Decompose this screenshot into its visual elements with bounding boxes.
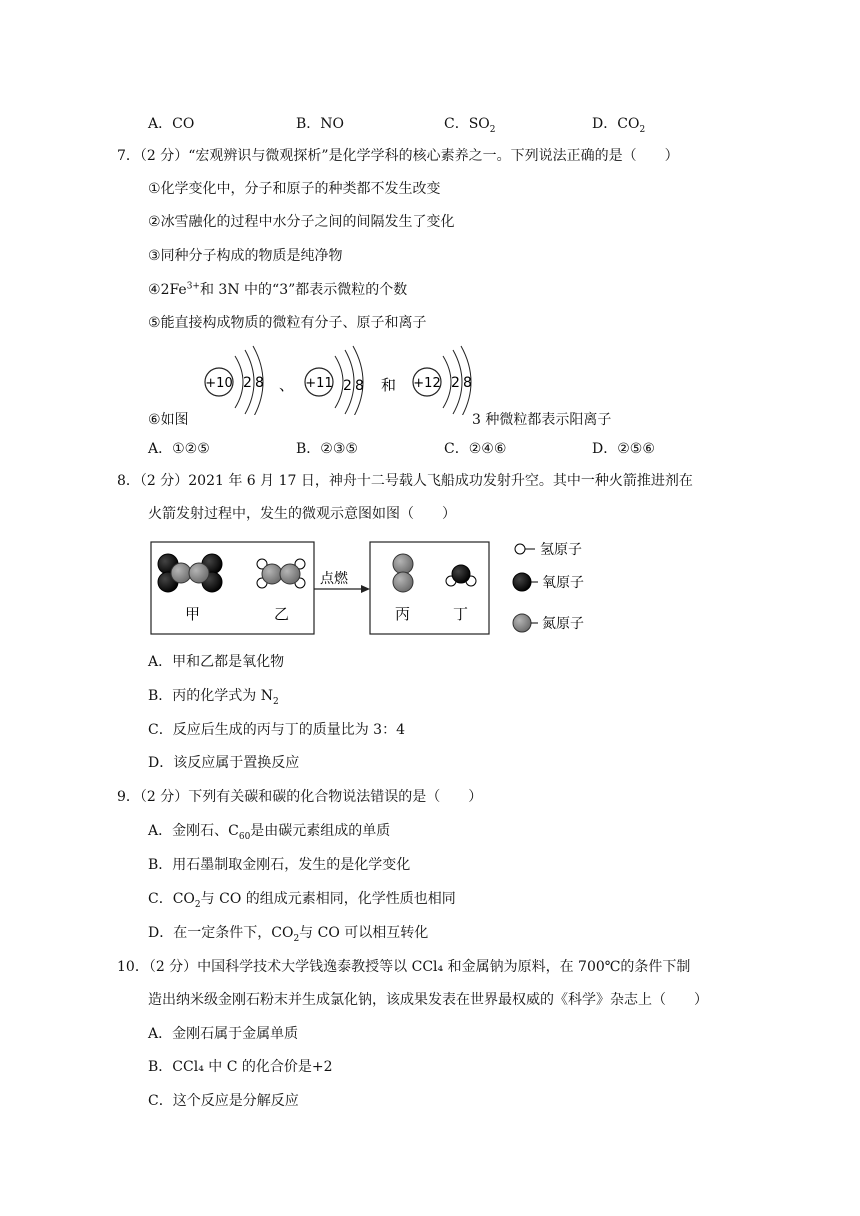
- option-text: 反应后生成的丙与丁的质量比为 3：4: [172, 722, 405, 738]
- products-box: [370, 542, 489, 634]
- q9-option-b: [148, 856, 410, 874]
- subscript: 2: [639, 124, 646, 135]
- hydrogen-atom-icon: [515, 544, 525, 554]
- q7-option-a: [148, 440, 210, 458]
- q8-option-a: [148, 653, 284, 671]
- option-letter: B．: [148, 857, 173, 873]
- label-bing: 丙: [395, 605, 411, 623]
- item-mark: ③: [148, 248, 161, 264]
- q7-item-2: [148, 213, 455, 231]
- option-text: 金刚石属于金属单质: [172, 1026, 299, 1042]
- item-mark: ⑥: [148, 412, 161, 428]
- oxygen-atom-icon: [513, 573, 531, 591]
- legend-oxygen: 氧原子: [542, 575, 584, 591]
- option-text: 与 CO 的组成元素相同，化学性质也相同: [200, 891, 456, 907]
- item-text: 2Fe: [160, 282, 187, 298]
- option-letter: C．: [148, 722, 173, 738]
- q6-option-c: [444, 115, 496, 133]
- option-text: 用石墨制取金刚石，发生的是化学变化: [172, 857, 411, 873]
- q6-option-b: [296, 115, 344, 133]
- q7-item-6-tail: 3 种微粒都表示阳离子: [472, 412, 612, 428]
- q10-option-c: [148, 1092, 299, 1110]
- separator: 、: [279, 376, 295, 394]
- option-letter: A．: [148, 441, 173, 457]
- option-letter: A．: [148, 116, 173, 132]
- option-text: NO: [320, 116, 345, 132]
- shell-electrons: 8: [255, 375, 264, 391]
- item-mark: ④: [148, 282, 161, 298]
- shell-electrons: 8: [463, 375, 472, 391]
- q8-stem-line-2: 火箭发射过程中，发生的微观示意图如图（ ）: [148, 506, 456, 522]
- molecule-ding: [446, 565, 476, 586]
- q9-stem: 9．（2 分）下列有关碳和碳的化合物说法错误的是（ ）: [117, 789, 483, 805]
- option-letter: B．: [148, 1059, 173, 1075]
- q6-option-d: [592, 115, 645, 133]
- option-text: CCl₄ 中 C 的化合价是+2: [172, 1059, 333, 1075]
- option-letter: C．: [148, 891, 173, 907]
- separator: 和: [381, 376, 397, 394]
- q6-option-a: [148, 115, 194, 133]
- label-yi: 乙: [274, 605, 290, 623]
- option-text: 丙的化学式为 N: [172, 688, 273, 704]
- item-text: 能直接构成物质的微粒有分子、原子和离子: [160, 315, 427, 331]
- option-text: 在一定条件下，CO: [173, 925, 294, 941]
- option-letter: C．: [444, 441, 469, 457]
- option-letter: A．: [148, 823, 173, 839]
- q7-stem: 7．（2 分）“宏观辨识与微观探析”是化学学科的核心素养之一。下列说法正确的是（ ）: [117, 148, 679, 164]
- option-text: 金刚石、C: [172, 823, 239, 839]
- option-text: 该反应属于置换反应: [173, 755, 300, 771]
- subscript: 2: [273, 696, 279, 707]
- subscript: 60: [238, 831, 251, 842]
- legend-hydrogen: 氢原子: [540, 542, 582, 558]
- reaction-microscopic-diagram: [150, 537, 630, 637]
- subscript: 2: [194, 899, 201, 910]
- shell-electrons: 2: [451, 375, 460, 391]
- q9-option-d: [148, 924, 428, 942]
- nucleus-label: +11: [305, 376, 333, 391]
- label-jia: 甲: [185, 605, 201, 623]
- molecule-yi: [257, 559, 305, 588]
- item-mark: ①: [148, 181, 161, 197]
- diagram-legend: [513, 542, 584, 632]
- q8-stem-line-1: 8．（2 分）2021 年 6 月 17 日，神舟十二号载人飞船成功发射升空。其中一种火箭推进剂在: [117, 473, 693, 489]
- q7-option-b: [296, 440, 358, 458]
- ion-diagram-3: [413, 346, 472, 415]
- nitrogen-atom-icon: [513, 614, 531, 632]
- option-text: ②④⑥: [468, 441, 507, 457]
- ion-diagram-2: [305, 346, 364, 415]
- nucleus-label: +10: [205, 376, 233, 391]
- q10-option-b: [148, 1058, 333, 1076]
- label-ding: 丁: [453, 605, 469, 623]
- option-letter: D．: [148, 925, 174, 941]
- item-mark: ②: [148, 214, 161, 230]
- option-letter: D．: [148, 755, 174, 771]
- option-text: CO: [617, 116, 640, 132]
- subscript: 2: [489, 124, 496, 135]
- option-text: ②③⑤: [320, 441, 358, 457]
- q8-option-b: [148, 687, 279, 705]
- shell-electrons: 2: [243, 375, 252, 391]
- molecule-jia: [158, 554, 222, 592]
- ion-diagram-1: [205, 346, 264, 415]
- ion-structure-diagram: [195, 340, 485, 415]
- q7-option-d: [592, 440, 655, 458]
- option-letter: D．: [592, 116, 618, 132]
- option-text: CO: [172, 116, 195, 132]
- q7-item-3: [148, 247, 343, 265]
- option-text: 与 CO 可以相互转化: [299, 925, 429, 941]
- q7-item-5: [148, 314, 427, 332]
- nucleus-label: +12: [413, 376, 441, 391]
- q8-option-d: [148, 754, 299, 772]
- arrow-label: 点燃: [320, 571, 348, 587]
- q7-item-4: [148, 281, 407, 299]
- molecule-bing: [393, 554, 413, 592]
- q7-item-1: [148, 180, 441, 198]
- option-text: 甲和乙都是氧化物: [172, 654, 285, 670]
- legend-nitrogen: 氮原子: [542, 616, 584, 632]
- item-text: 化学变化中，分子和原子的种类都不发生改变: [160, 181, 441, 197]
- option-text: CO: [172, 891, 195, 907]
- item-mark: ⑤: [148, 315, 161, 331]
- option-letter: C．: [148, 1093, 173, 1109]
- item-text: 和 3N 中的“3”都表示微粒的个数: [199, 282, 408, 298]
- q7-option-c: [444, 440, 506, 458]
- q10-stem-line-1: 10．（2 分）中国科学技术大学钱逸泰教授等以 CCl₄ 和金属钠为原料，在 700℃的条件下制: [117, 959, 691, 975]
- option-letter: A．: [148, 654, 173, 670]
- arrow-head-icon: [361, 585, 370, 593]
- option-text: SO: [468, 116, 490, 132]
- shell-electrons: 8: [355, 378, 364, 394]
- item-text: 冰雪融化的过程中水分子之间的间隔发生了变化: [160, 214, 455, 230]
- q9-option-a: [148, 822, 390, 840]
- q9-option-c: [148, 890, 456, 908]
- option-text: ②⑤⑥: [617, 441, 655, 457]
- q10-stem-line-2: 造出纳米级金刚石粉末并生成氯化钠，该成果发表在世界最权威的《科学》杂志上（ ）: [148, 992, 708, 1008]
- option-letter: A．: [148, 1026, 173, 1042]
- q8-option-c: [148, 721, 405, 739]
- subscript: 2: [293, 933, 300, 944]
- item-text: 同种分子构成的物质是纯净物: [160, 248, 343, 264]
- item-text: 如图: [160, 412, 189, 428]
- option-letter: D．: [592, 441, 618, 457]
- option-text: ①②⑤: [172, 441, 210, 457]
- option-letter: B．: [296, 116, 321, 132]
- shell-electrons: 2: [343, 378, 352, 394]
- option-text: 这个反应是分解反应: [172, 1093, 299, 1109]
- option-letter: B．: [148, 688, 173, 704]
- option-letter: B．: [296, 441, 321, 457]
- option-letter: C．: [444, 116, 469, 132]
- q10-option-a: [148, 1025, 298, 1043]
- q7-item-6: [148, 411, 189, 429]
- option-text: 是由碳元素组成的单质: [250, 823, 391, 839]
- superscript: 3+: [186, 281, 200, 292]
